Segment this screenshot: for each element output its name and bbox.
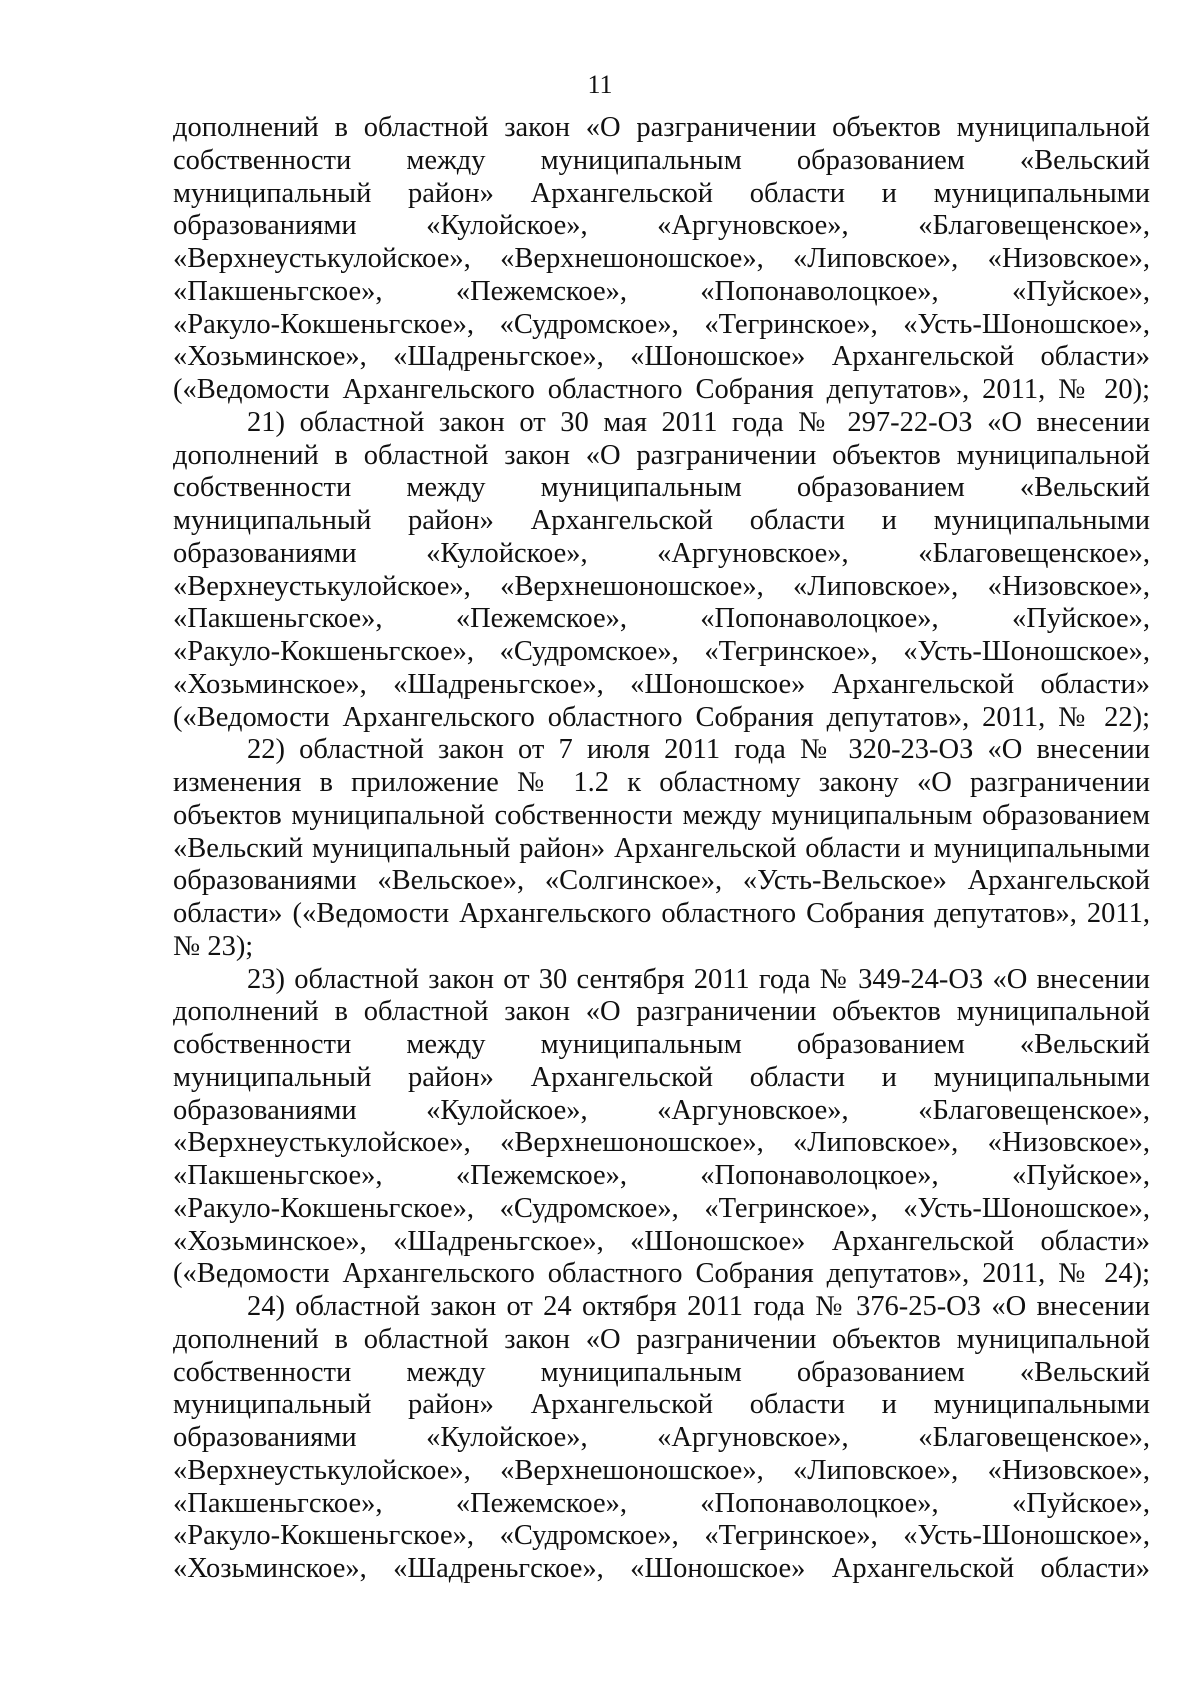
text-line: № 23); (173, 930, 254, 962)
text-line: «Хозьминское», «Шадреньгское», «Шоношское» Архангельской области» (173, 1225, 1150, 1257)
text-line: («Ведомости Архангельского областного Собрания депутатов», 2011, № 20); (173, 374, 1150, 405)
text-line: 24) областной закон от 24 октября 2011 года № 376-25-ОЗ «О внесении (247, 1291, 1150, 1322)
text-line: «Ракуло-Кокшеньгское», «Судромское», «Тегринское», «Усть-Шоношское», (173, 308, 1150, 340)
text-line: «Верхнеустькулойское», «Верхнешоношское», «Липовское», «Низовское», (173, 570, 1150, 602)
text-line: «Ракуло-Кокшеньгское», «Судромское», «Тегринское», «Усть-Шоношское», (173, 1520, 1150, 1552)
text-line: 23) областной закон от 30 сентября 2011 года № 349-24-ОЗ «О внесении (247, 963, 1150, 995)
text-line: образованиями «Кулойское», «Аргуновское», «Благовещенское», (173, 1094, 1150, 1126)
text-line: «Верхнеустькулойское», «Верхнешоношское», «Липовское», «Низовское», (173, 243, 1150, 274)
text-line: 21) областной закон от 30 мая 2011 года № 297-22-ОЗ «О внесении (247, 406, 1150, 438)
text-line: собственности между муниципальным образованием «Вельский (173, 144, 1150, 176)
text-line: собственности между муниципальным образованием «Вельский (173, 1029, 1150, 1060)
text-line: дополнений в областной закон «О разграничении объектов муниципальной (173, 112, 1150, 143)
text-line: муниципальный район» Архангельской области и муниципальными (173, 1061, 1150, 1093)
text-line: дополнений в областной закон «О разграничении объектов муниципальной (173, 996, 1150, 1028)
text-line: «Ракуло-Кокшеньгское», «Судромское», «Тегринское», «Усть-Шоношское», (173, 636, 1150, 667)
text-line: области» («Ведомости Архангельского областного Собрания депутатов», 2011, (173, 898, 1150, 929)
text-line: «Верхнеустькулойское», «Верхнешоношское», «Липовское», «Низовское», (173, 1127, 1150, 1159)
text-line: муниципальный район» Архангельской области и муниципальными (173, 1389, 1150, 1421)
text-line: образованиями «Кулойское», «Аргуновское», «Благовещенское», (173, 1422, 1150, 1453)
text-line: «Пакшеньгское», «Пежемское», «Попонаволоцкое», «Пуйское», (173, 1487, 1150, 1519)
text-line: изменения в приложение № 1.2 к областному закону «О разграничении (173, 767, 1150, 798)
text-line: «Хозьминское», «Шадреньгское», «Шоношское» Архангельской области» (173, 668, 1150, 700)
text-line: «Ракуло-Кокшеньгское», «Судромское», «Тегринское», «Усть-Шоношское», (173, 1192, 1150, 1224)
text-line: дополнений в областной закон «О разграничении объектов муниципальной (173, 1323, 1150, 1355)
text-line: образованиями «Кулойское», «Аргуновское», «Благовещенское», (173, 210, 1150, 242)
text-line: «Вельский муниципальный район» Архангельской области и муниципальными (173, 832, 1150, 864)
text-line: «Хозьминское», «Шадреньгское», «Шоношское» Архангельской области» (173, 1553, 1150, 1584)
text-line: муниципальный район» Архангельской области и муниципальными (173, 505, 1150, 536)
text-line: («Ведомости Архангельского областного Собрания депутатов», 2011, № 22); (173, 701, 1150, 733)
text-line: «Хозьминское», «Шадреньгское», «Шоношское» Архангельской области» (173, 341, 1150, 373)
text-line: «Пакшеньгское», «Пежемское», «Попонаволоцкое», «Пуйское», (173, 1160, 1150, 1191)
text-line: образованиями «Вельское», «Солгинское», «Усть-Вельское» Архангельской (173, 865, 1150, 897)
text-line: «Верхнеустькулойское», «Верхнешоношское», «Липовское», «Низовское», (173, 1454, 1150, 1486)
text-line: дополнений в областной закон «О разграничении объектов муниципальной (173, 439, 1150, 471)
text-line: 22) областной закон от 7 июля 2011 года № 320-23-ОЗ «О внесении (247, 734, 1150, 766)
text-line: «Пакшеньгское», «Пежемское», «Попонаволоцкое», «Пуйское», (173, 275, 1150, 307)
text-line: «Пакшеньгское», «Пежемское», «Попонаволоцкое», «Пуйское», (173, 603, 1150, 635)
text-line: муниципальный район» Архангельской области и муниципальными (173, 177, 1150, 209)
page-number: 11 (587, 70, 613, 99)
text-line: образованиями «Кулойское», «Аргуновское», «Благовещенское», (173, 537, 1150, 569)
text-line: («Ведомости Архангельского областного Собрания депутатов», 2011, № 24); (173, 1258, 1150, 1290)
text-line: собственности между муниципальным образованием «Вельский (173, 472, 1150, 504)
text-line: объектов муниципальной собственности между муниципальным образованием (173, 799, 1150, 831)
text-line: собственности между муниципальным образованием «Вельский (173, 1356, 1150, 1388)
document-body (173, 112, 1150, 1586)
